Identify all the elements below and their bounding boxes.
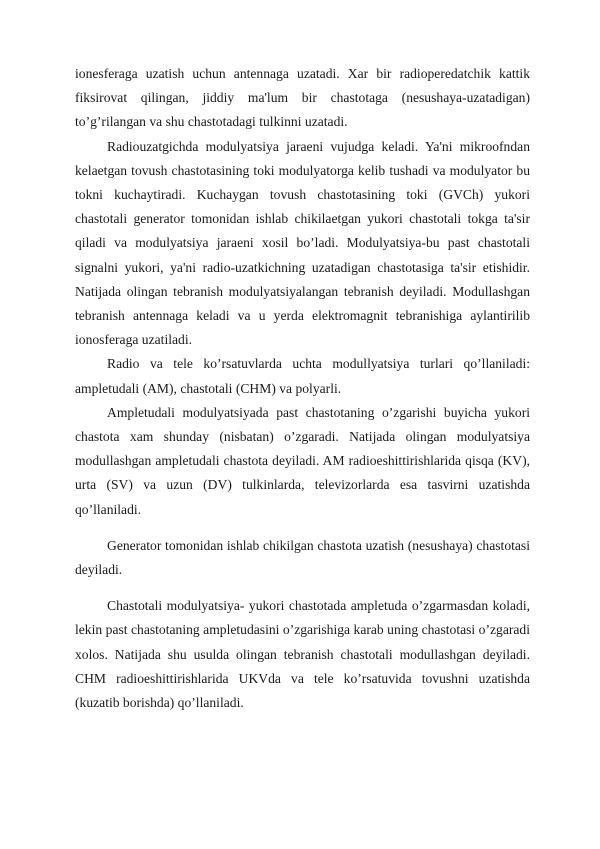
paragraph-carrier-frequency: Generator tomonidan ishlab chikilgan chastota uzatish (nesushaya) chastotasi deyiladi. bbox=[75, 537, 530, 578]
paragraph-continuation: ionesferaga uzatish uchun antennaga uzatadi. Xar bir radioperedatchik kattik fiksirovat qilingan, jiddiy ma'lum bir chastotaga (nesushaya-uzatadigan) to’g’rilangan va shu chastotadagi tulkinni uzatadi. bbox=[75, 66, 530, 130]
paragraph-frequency-modulation: Chastotali modulyatsiya- yukori chastotada ampletuda o’zgarmasdan koladi, lekin past chastotaning ampletudasini o’zgarishiga karab uning chastotasi o’zgaradi xolos. Natijada shu usulda olingan tebranish chastotali modullashgan deyiladi. CHM radioeshittirishlarida UKVda va tele ko’rsatuvida tovushni uzatishda (kuzatib borishda) qo’llaniladi. bbox=[75, 598, 530, 711]
paragraph-amplitude-modulation: Ampletudali modulyatsiyada past chastotaning o’zgarishi buyicha yukori chastota xam shunday (nisbatan) o’zgaradi. Natijada olingan modulyatsiya modullashgan ampletudali chastota deyiladi. AM radioeshittirishlarida qisqa (KV), urta (SV) va uzun (DV) tulkinlarda, televizorlarda esa tasvirni uzatishda qo’llaniladi. bbox=[75, 404, 530, 517]
paragraph-radio-transmitter-modulation: Radiouzatgichda modulyatsiya jaraeni vujudga keladi. Ya'ni mikroofndan kelaetgan tovush chastotasining toki modulyatorga kelib tushadi va modulyator bu tokni kuchaytiradi. Kuchaygan tovush chastotasining toki (GVCh) yukori chastotali generator tomonidan ishlab chikilaetgan yukori chastotali tokga ta'sir qiladi va modulyatsiya jaraeni xosil bo’ladi. Modulyatsiya-bu past chastotali signalni yukori, ya'ni radio-uzatkichning uzatadigan chastotasiga ta'sir etishidir. Natijada olingan tebranish modulyatsiyalangan tebranish deyiladi. Modullashgan tebranish antennaga keladi va u yerda elektromagnit tebranishiga aylantirilib ionosferaga uzatiladi. bbox=[75, 138, 530, 348]
paragraph-modulation-types: Radio va tele ko’rsatuvlarda uchta modullyatsiya turlari qo’llaniladi: ampletudali (AM), chastotali (CHM) va polyarli. bbox=[75, 356, 530, 396]
